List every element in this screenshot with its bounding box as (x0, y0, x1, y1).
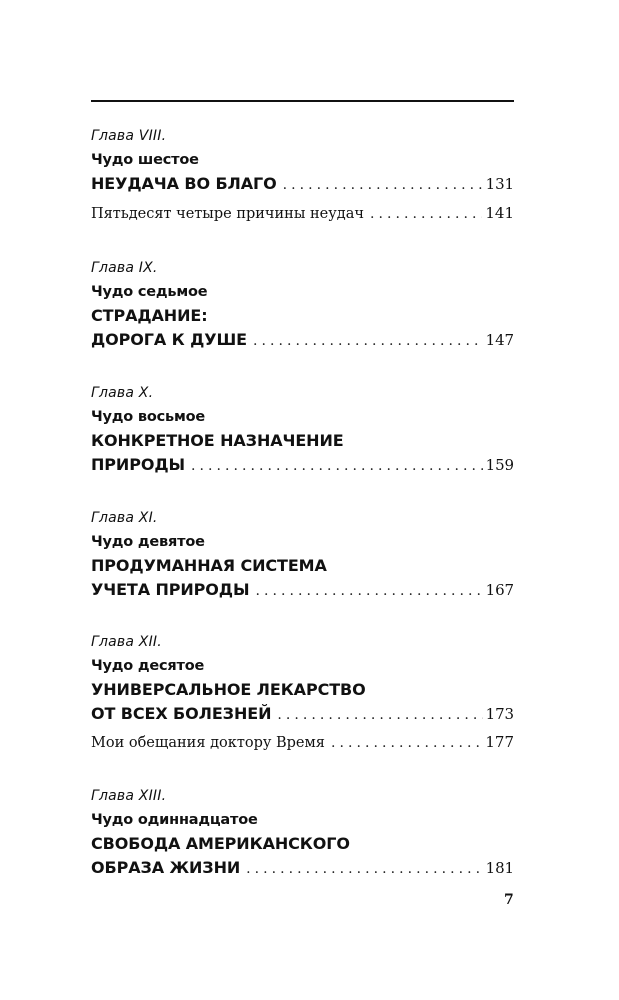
chapter-title-entry[interactable] (91, 858, 514, 882)
toc-section-entry[interactable] (91, 203, 514, 227)
chapter-subtitle: Чудо одиннадцатое (91, 812, 258, 828)
section-title: Пятьдесят четыре причины неудач (91, 206, 364, 222)
page-number: 181 (485, 859, 514, 877)
dot-leader (255, 581, 482, 601)
chapter-title-entry[interactable] (91, 704, 514, 728)
chapter-number: Глава XI. (91, 510, 158, 526)
page-number: 159 (485, 456, 514, 474)
chapter-number: Глава X. (91, 385, 154, 401)
toc-chapter-12 (91, 632, 514, 728)
dot-leader (277, 705, 482, 725)
chapter-subtitle: Чудо шестое (91, 152, 199, 168)
dot-leader (283, 175, 483, 195)
toc-section-entry[interactable] (91, 732, 514, 756)
toc-chapter-13 (91, 786, 514, 882)
header-rule (91, 100, 514, 102)
page-number: 147 (485, 331, 514, 349)
chapter-subtitle: Чудо десятое (91, 658, 205, 674)
chapter-title-entry[interactable] (91, 174, 514, 198)
chapter-title: ДОРОГА К ДУШЕ (91, 330, 247, 349)
chapter-title: ОБРАЗА ЖИЗНИ (91, 858, 241, 877)
toc-chapter-8 (91, 126, 514, 198)
dot-leader (253, 331, 483, 351)
page-number: 167 (485, 581, 514, 599)
chapter-title: НЕУДАЧА ВО БЛАГО (91, 174, 277, 193)
chapter-title-line: КОНКРЕТНОЕ НАЗНАЧЕНИЕ (91, 431, 344, 450)
chapter-title-entry[interactable] (91, 330, 514, 354)
section-title: Мои обещания доктору Время (91, 735, 325, 751)
toc-chapter-10 (91, 383, 514, 479)
chapter-title-line: ПРОДУМАННАЯ СИСТЕМА (91, 556, 327, 575)
dot-leader (246, 859, 483, 879)
dot-leader (191, 456, 483, 476)
folio-page-number: 7 (504, 892, 514, 908)
chapter-subtitle: Чудо восьмое (91, 409, 206, 425)
toc-chapter-9 (91, 258, 514, 354)
chapter-title-line: СВОБОДА АМЕРИКАНСКОГО (91, 834, 350, 853)
page-number: 131 (485, 175, 514, 193)
page-number: 141 (485, 204, 514, 222)
chapter-title-line: УНИВЕРСАЛЬНОЕ ЛЕКАРСТВО (91, 680, 366, 699)
chapter-number: Глава IX. (91, 260, 158, 276)
chapter-number: Глава XIII. (91, 788, 167, 804)
chapter-title: ПРИРОДЫ (91, 455, 185, 474)
toc-chapter-11 (91, 508, 514, 604)
page-number: 177 (485, 733, 514, 751)
dot-leader (331, 733, 482, 753)
chapter-title-entry[interactable] (91, 580, 514, 604)
page-number: 173 (485, 705, 514, 723)
chapter-subtitle: Чудо девятое (91, 534, 205, 550)
chapter-title-entry[interactable] (91, 455, 514, 479)
dot-leader (370, 204, 482, 224)
chapter-number: Глава XII. (91, 634, 162, 650)
chapter-title-line: СТРАДАНИЕ: (91, 306, 208, 325)
chapter-number: Глава VIII. (91, 128, 167, 144)
chapter-title: ОТ ВСЕХ БОЛЕЗНЕЙ (91, 704, 272, 723)
chapter-title: УЧЕТА ПРИРОДЫ (91, 580, 250, 599)
chapter-subtitle: Чудо седьмое (91, 284, 208, 300)
